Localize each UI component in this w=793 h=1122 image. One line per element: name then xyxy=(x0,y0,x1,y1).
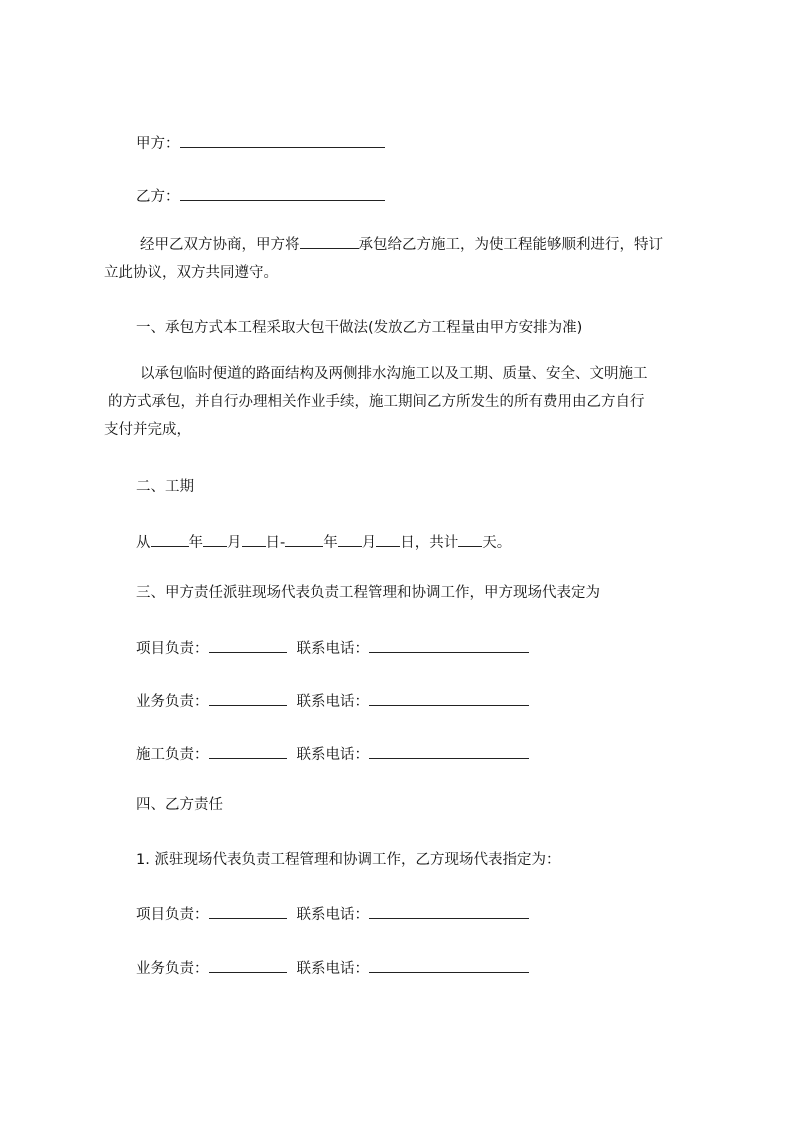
name-blank[interactable] xyxy=(209,638,287,653)
party-b-rep-row xyxy=(136,904,529,924)
phone-label: 联系电话： xyxy=(296,747,369,763)
from-label: 从 xyxy=(136,535,151,551)
phone-blank[interactable] xyxy=(369,904,529,919)
start-month-blank[interactable] xyxy=(203,532,227,547)
party-a-blank[interactable] xyxy=(180,133,385,148)
end-day-label: 日，共计 xyxy=(400,535,459,551)
start-year-blank[interactable] xyxy=(151,532,189,547)
end-month-label: 月 xyxy=(361,535,377,551)
duration-line xyxy=(136,532,511,552)
intro-line-1 xyxy=(136,231,706,259)
role-label: 项目负责： xyxy=(136,907,209,923)
total-days-blank[interactable] xyxy=(458,532,482,547)
phone-blank[interactable] xyxy=(369,691,529,706)
end-month-blank[interactable] xyxy=(338,532,362,547)
role-label: 施工负责： xyxy=(136,747,209,763)
name-blank[interactable] xyxy=(209,744,287,759)
party-b-label: 乙方： xyxy=(136,189,180,205)
role-label: 项目负责： xyxy=(136,641,209,657)
start-month-label: 月 xyxy=(227,535,242,551)
section1-line-1: 以承包临时便道的路面结构及两侧排水沟施工以及工期、质量、安全、文明施工 xyxy=(140,366,648,382)
role-label: 业务负责： xyxy=(136,961,209,977)
start-year-label: 年 xyxy=(188,535,203,551)
intro-text-2: 承包给乙方施工，为使工程能够顺利进行，特订 xyxy=(358,237,663,253)
party-a-rep-row xyxy=(136,744,529,764)
party-a-line xyxy=(136,133,385,153)
section3-heading: 三、甲方责任派驻现场代表负责工程管理和协调工作，甲方现场代表定为 xyxy=(136,585,600,601)
party-b-line xyxy=(136,186,385,206)
end-year-label: 年 xyxy=(323,535,338,551)
phone-blank[interactable] xyxy=(369,744,529,759)
end-year-blank[interactable] xyxy=(285,532,323,547)
phone-label: 联系电话： xyxy=(296,694,369,710)
section1-body xyxy=(104,360,706,444)
party-a-rep-row xyxy=(136,691,529,711)
project-name-blank[interactable] xyxy=(300,234,359,249)
intro-text-1: 经甲乙双方协商，甲方将 xyxy=(140,237,300,253)
name-blank[interactable] xyxy=(209,958,287,973)
section1-line-3: 支付并完成， xyxy=(104,422,191,438)
phone-blank[interactable] xyxy=(369,638,529,653)
name-blank[interactable] xyxy=(209,691,287,706)
section4-heading: 四、乙方责任 xyxy=(136,797,223,813)
name-blank[interactable] xyxy=(209,904,287,919)
section4-item-1: 1. 派驻现场代表负责工程管理和协调工作，乙方现场代表指定为： xyxy=(136,852,561,868)
start-day-label: 日- xyxy=(265,535,286,551)
end-day-blank[interactable] xyxy=(376,532,400,547)
party-a-rep-row xyxy=(136,638,529,658)
phone-label: 联系电话： xyxy=(296,641,369,657)
phone-blank[interactable] xyxy=(369,958,529,973)
party-a-label: 甲方： xyxy=(136,136,180,152)
start-day-blank[interactable] xyxy=(242,532,266,547)
days-label: 天。 xyxy=(482,535,512,551)
intro-paragraph xyxy=(104,231,706,287)
phone-label: 联系电话： xyxy=(296,961,369,977)
intro-line-2: 立此协议，双方共同遵守。 xyxy=(104,265,278,281)
party-b-rep-row xyxy=(136,958,529,978)
section2-heading: 二、工期 xyxy=(136,479,194,495)
role-label: 业务负责： xyxy=(136,694,209,710)
party-b-blank[interactable] xyxy=(180,186,385,201)
section1-heading: 一、承包方式本工程采取大包干做法(发放乙方工程量由甲方安排为准) xyxy=(136,320,583,336)
section1-line-2: 的方式承包，并自行办理相关作业手续，施工期间乙方所发生的所有费用由乙方自行 xyxy=(108,394,645,410)
phone-label: 联系电话： xyxy=(296,907,369,923)
